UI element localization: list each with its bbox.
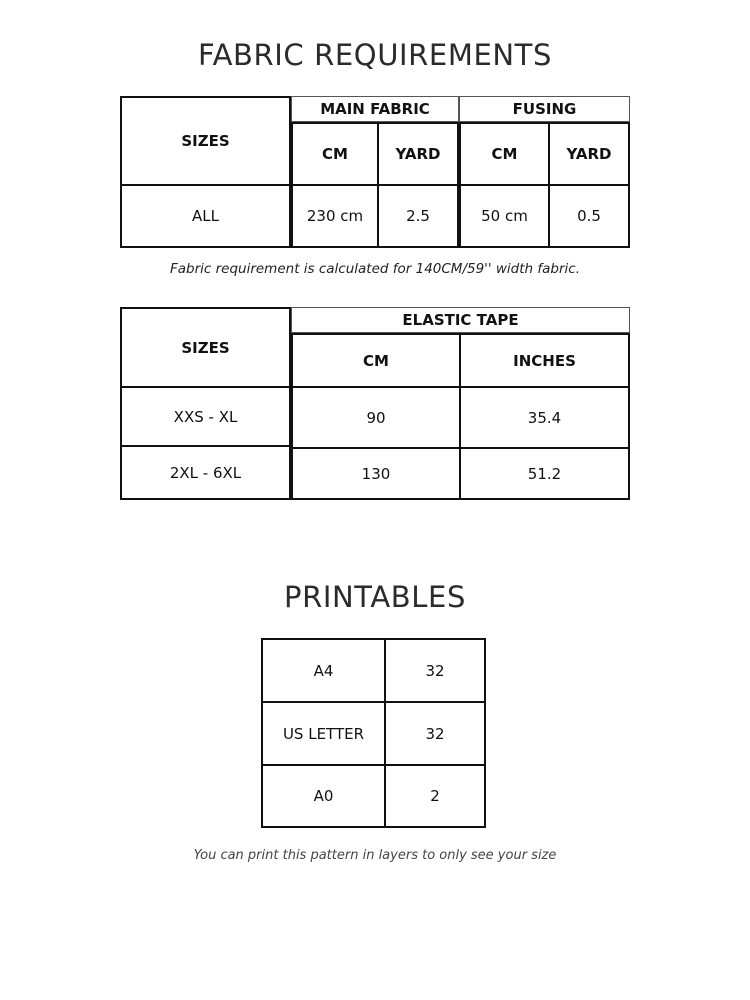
printables-row-2-pages: 32 — [425, 724, 445, 743]
elastic-row-2-cm: 130 — [361, 464, 391, 483]
printables-note: You can print this pattern in layers to only see your size — [193, 848, 557, 863]
main-yard-header: YARD — [395, 145, 441, 163]
main-fabric-header: MAIN FABRIC — [320, 100, 430, 118]
fusing-yard-value: 0.5 — [577, 207, 601, 225]
main-yard-value: 2.5 — [406, 207, 430, 225]
elastic-inches-header: INCHES — [513, 351, 576, 370]
fusing-cm-value: 50 cm — [481, 207, 528, 225]
printables-row-3-format: A0 — [313, 787, 334, 805]
main-cm-value: 230 cm — [306, 207, 364, 225]
printables-row-1-format: A4 — [313, 661, 334, 680]
elastic-sizes-header: SIZES — [181, 338, 230, 357]
main-cm-header: CM — [322, 145, 348, 163]
printables-row-1-pages: 32 — [425, 661, 445, 680]
fabric-title: FABRIC REQUIREMENTS — [197, 38, 553, 72]
fusing-cm-header: CM — [491, 145, 518, 163]
printables-row-3-pages: 2 — [430, 787, 440, 805]
printables-row-2-format: US LETTER — [282, 724, 365, 743]
elastic-row-1-cm: 90 — [366, 408, 386, 427]
elastic-row-1-inches: 35.4 — [527, 408, 562, 427]
fusing-header: FUSING — [512, 100, 577, 118]
elastic-row-1-size: XXS - XL — [173, 407, 238, 426]
elastic-row-2-size: 2XL - 6XL — [169, 463, 242, 482]
elastic-cm-header: CM — [363, 351, 389, 370]
fusing-yard-header: YARD — [566, 145, 612, 163]
fabric-sizes-header: SIZES — [181, 132, 230, 150]
fabric-size-all: ALL — [192, 207, 219, 225]
fabric-note: Fabric requirement is calculated for 140CM/59'' width fabric. — [169, 261, 581, 277]
elastic-tape-header: ELASTIC TAPE — [402, 311, 519, 329]
printables-title: PRINTABLES — [284, 580, 466, 614]
elastic-row-2-inches: 51.2 — [527, 464, 562, 483]
